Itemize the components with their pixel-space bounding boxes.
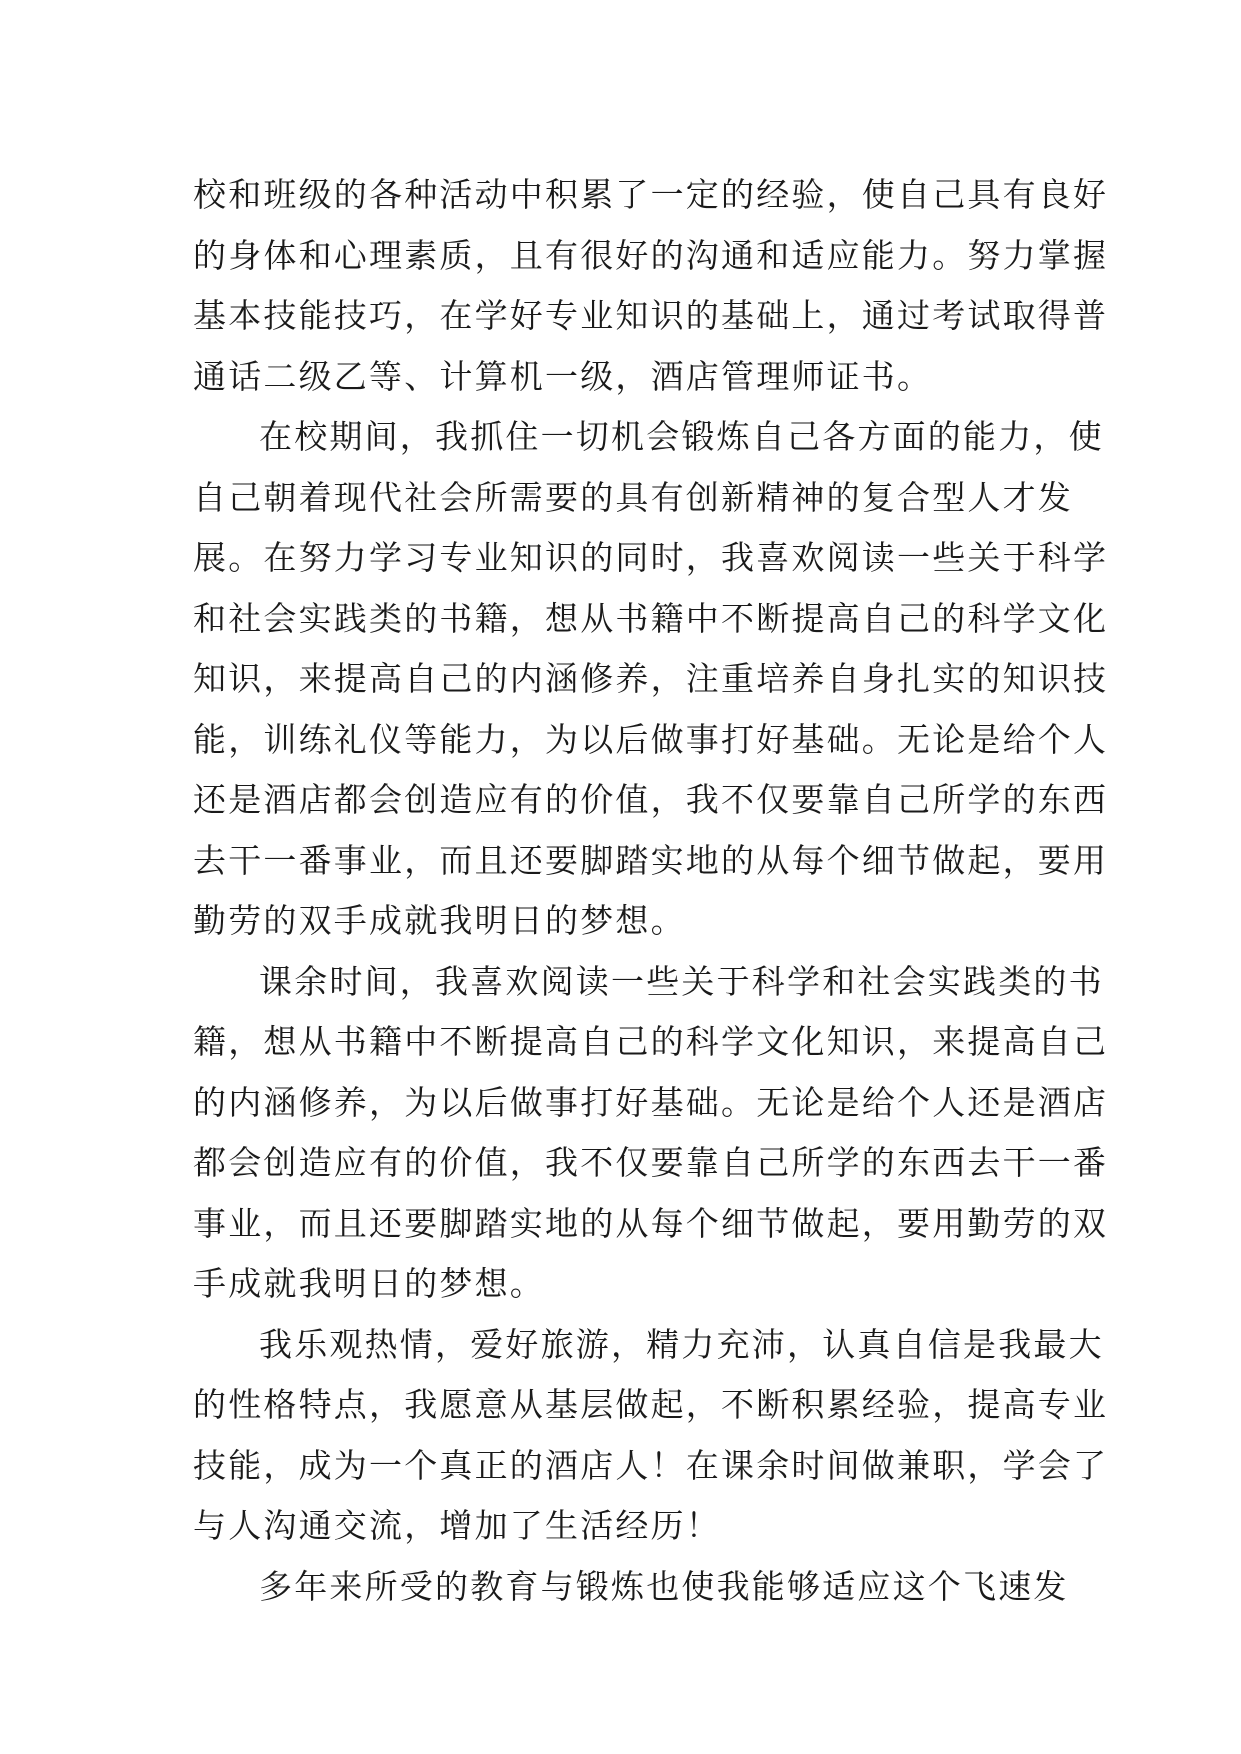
paragraph — [193, 952, 1109, 1315]
text-line: 事业，而且还要脚踏实地的从每个细节做起，要用勤劳的双 — [193, 1203, 1109, 1243]
text-line: 还是酒店都会创造应有的价值，我不仅要靠自己所学的东西 — [193, 780, 1109, 819]
text-line: 与人沟通交流，增加了生活经历！ — [193, 1506, 721, 1545]
paragraph — [193, 165, 1109, 407]
text-line: 手成就我明日的梦想。 — [193, 1264, 545, 1303]
paragraph — [193, 1557, 1069, 1618]
text-line: 课余时间，我喜欢阅读一些关于科学和社会实践类的书 — [259, 961, 1104, 1001]
text-line: 通话二级乙等、计算机一级，酒店管理师证书。 — [193, 356, 933, 396]
text-line: 我乐观热情，爱好旅游，精力充沛，认真自信是我最大 — [259, 1324, 1104, 1364]
text-line: 的性格特点，我愿意从基层做起，不断积累经验，提高专业 — [193, 1385, 1109, 1424]
paragraph — [193, 407, 1109, 952]
text-line: 都会创造应有的价值，我不仅要靠自己所学的东西去干一番 — [193, 1143, 1109, 1182]
text-line: 的内涵修养，为以后做事打好基础。无论是给个人还是酒店 — [193, 1082, 1109, 1122]
text-line: 在校期间，我抓住一切机会锻炼自己各方面的能力，使 — [259, 417, 1104, 456]
text-line: 自己朝着现代社会所需要的具有创新精神的复合型人才发 — [193, 477, 1073, 517]
text-line: 多年来所受的教育与锻炼也使我能够适应这个飞速发 — [259, 1566, 1069, 1606]
text-line: 基本技能技巧，在学好专业知识的基础上，通过考试取得普 — [193, 296, 1109, 335]
text-line: 知识，来提高自己的内涵修养，注重培养自身扎实的知识技 — [193, 659, 1109, 698]
text-line: 籍，想从书籍中不断提高自己的科学文化知识，来提高自己 — [193, 1022, 1109, 1061]
paragraph — [193, 1315, 1109, 1557]
text-line: 能，训练礼仪等能力，为以后做事打好基础。无论是给个人 — [193, 719, 1109, 759]
text-line: 校和班级的各种活动中积累了一定的经验，使自己具有良好 — [193, 175, 1109, 214]
text-line: 技能，成为一个真正的酒店人！在课余时间做兼职，学会了 — [193, 1445, 1109, 1485]
text-line: 和社会实践类的书籍，想从书籍中不断提高自己的科学文化 — [193, 598, 1109, 638]
text-line: 勤劳的双手成就我明日的梦想。 — [193, 901, 686, 940]
text-line: 的身体和心理素质，且有很好的沟通和适应能力。努力掌握 — [193, 235, 1109, 275]
text-line: 展。在努力学习专业知识的同时，我喜欢阅读一些关于科学 — [193, 538, 1109, 577]
text-line: 去干一番事业，而且还要脚踏实地的从每个细节做起，要用 — [193, 840, 1109, 880]
document-body — [193, 165, 1109, 1617]
